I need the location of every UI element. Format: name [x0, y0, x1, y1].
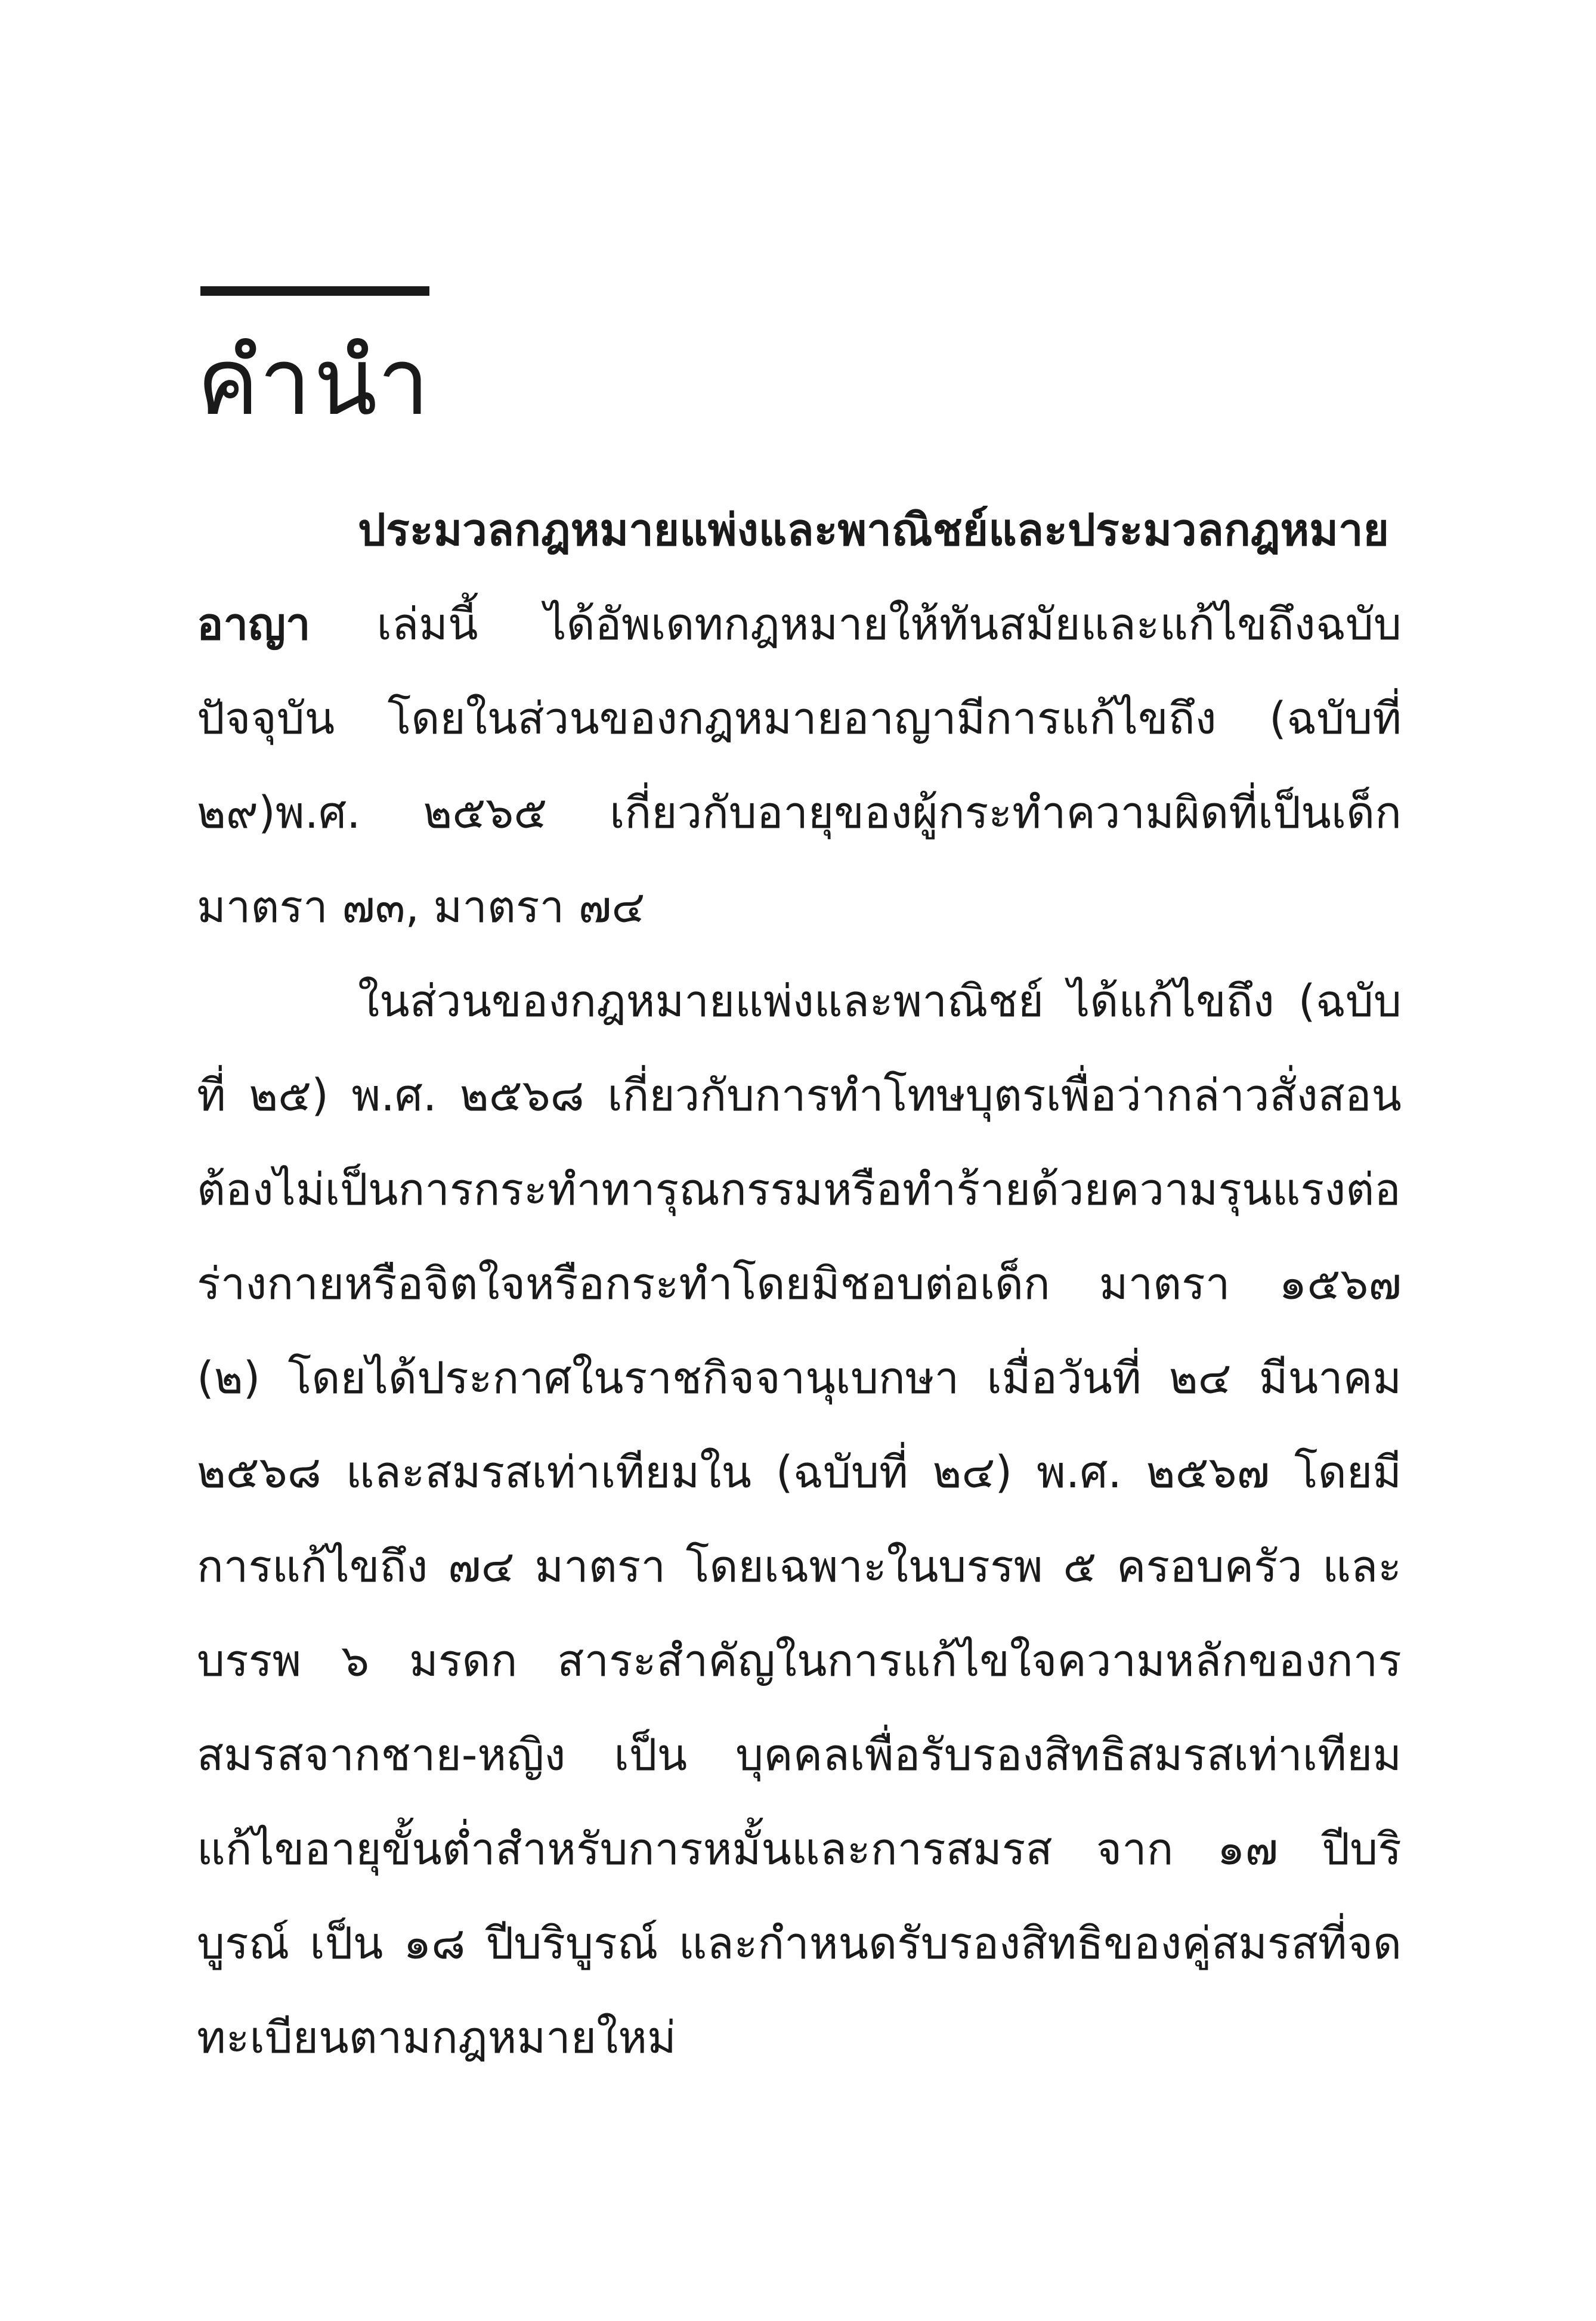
paragraph-2: [197, 954, 1402, 2085]
heading-rule: [200, 286, 429, 296]
paragraph-1: [197, 483, 1402, 954]
page-heading: คำนำ: [197, 327, 432, 436]
paragraph-2-text: ในส่วนของกฎหมายแพ่งและพาณิชย์ ได้แก้ไขถึง (ฉบับที่ ๒๕) พ.ศ. ๒๕๖๘ เกี่ยวกับการทำโทษบุตรเพื่อว่ากล่าวสั่งสอนต้องไม่เป็นการกระทำทารุณกรรมหรือทำร้ายด้วยความรุนแรงต่อร่างกายหรือจิตใจหรือกระทำโดยมิชอบต่อเด็ก มาตรา ๑๕๖๗ (๒) โดยได้ประกาศในราชกิจจานุเบกษา เมื่อวันที่ ๒๔ มีนาคม ๒๕๖๘ และสมรสเท่าเทียมใน (ฉบับที่ ๒๔) พ.ศ. ๒๕๖๗ โดยมีการแก้ไขถึง ๗๔ มาตรา โดยเฉพาะในบรรพ ๕ ครอบครัว และบรรพ ๖ มรดก สาระสำคัญในการแก้ไขใจความหลักของการสมรสจากชาย-หญิง เป็น บุคคลเพื่อรับรองสิทธิสมรสเท่าเทียม แก้ไขอายุขั้นต่ำสำหรับการหมั้นและการสมรส จาก ๑๗ ปีบริบูรณ์ เป็น ๑๘ ปีบริบูรณ์ และกำหนดรับรองสิทธิของคู่สมรสที่จดทะเบียนตามกฎหมายใหม่: [197, 976, 1402, 2063]
body-text: [197, 483, 1402, 2085]
paragraph-1-bold-title: ประมวลกฎหมายแพ่งและพาณิชย์และประมวลกฎหมายอาญา: [197, 505, 1389, 650]
paragraph-1-text: เล่มนี้ ได้อัพเดทกฎหมายให้ทันสมัยและแก้ไขถึงฉบับปัจจุบัน โดยในส่วนของกฎหมายอาญามีการแก้ไขถึง (ฉบับที่ ๒๙)พ.ศ. ๒๕๖๕ เกี่ยวกับอายุของผู้กระทำความผิดที่เป็นเด็ก มาตรา ๗๓, มาตรา ๗๔: [197, 599, 1402, 933]
